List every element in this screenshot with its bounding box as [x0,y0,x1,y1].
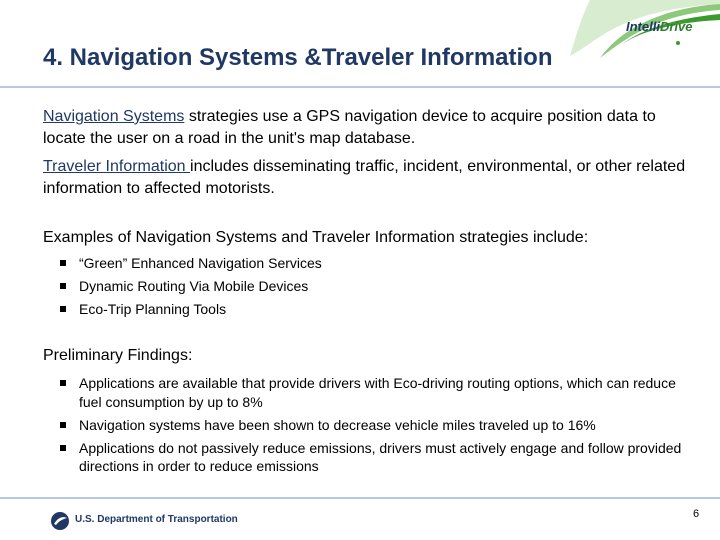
bullet-square-icon [60,283,66,289]
page-number: 6 [693,508,700,520]
logo-part2: Drive [659,19,693,34]
bullet-square-icon [60,260,66,266]
logo-part1: Intelli [626,19,660,34]
list-item [60,439,690,476]
bullet-square-icon [60,306,66,312]
list-item-text: Dynamic Routing Via Mobile Devices [79,278,309,294]
list-item [60,374,690,411]
list-item-text: “Green” Enhanced Navigation Services [79,255,322,271]
traveler-information-link[interactable]: Traveler Information [43,158,191,175]
list-item [60,416,690,435]
logo-wordmark [626,19,692,34]
findings-list [60,374,690,480]
list-item [60,300,690,319]
examples-heading: Examples of Navigation Systems and Traveler Information strategies include: [43,229,589,246]
traveler-information-paragraph [43,156,693,200]
bullet-square-icon [60,422,66,428]
list-item [60,254,690,273]
page-title: 4. Navigation Systems &Traveler Information [43,44,553,71]
navigation-systems-link[interactable]: Navigation Systems [43,108,185,125]
traveler-information-text: includes disseminating traffic, incident, environmental, or other related information to affected motorists. [43,158,686,197]
list-item-text: Applications are available that provide drivers with Eco-driving routing options, which can reduce fuel consumption by up to 8% [79,375,676,410]
footer-divider [0,497,720,499]
list-item-text: Applications do not passively reduce emissions, drivers must actively engage and follow provided directions in order to reduce emissions [79,439,682,474]
department-name: U.S. Department of Transportation [75,514,238,525]
navigation-systems-text: strategies use a GPS navigation device to acquire position data to locate the user on a road in the unit's map database. [43,108,656,147]
list-item [60,277,690,296]
navigation-systems-paragraph [43,106,693,150]
list-item-text: Navigation systems have been shown to decrease vehicle miles traveled up to 16% [79,416,596,433]
examples-list [60,254,690,323]
usdot-seal-icon [50,511,70,531]
list-item-text: Eco-Trip Planning Tools [79,301,227,317]
bullet-square-icon [60,445,66,451]
bullet-square-icon [60,380,66,386]
title-divider [0,86,720,88]
findings-heading: Preliminary Findings: [43,347,193,364]
